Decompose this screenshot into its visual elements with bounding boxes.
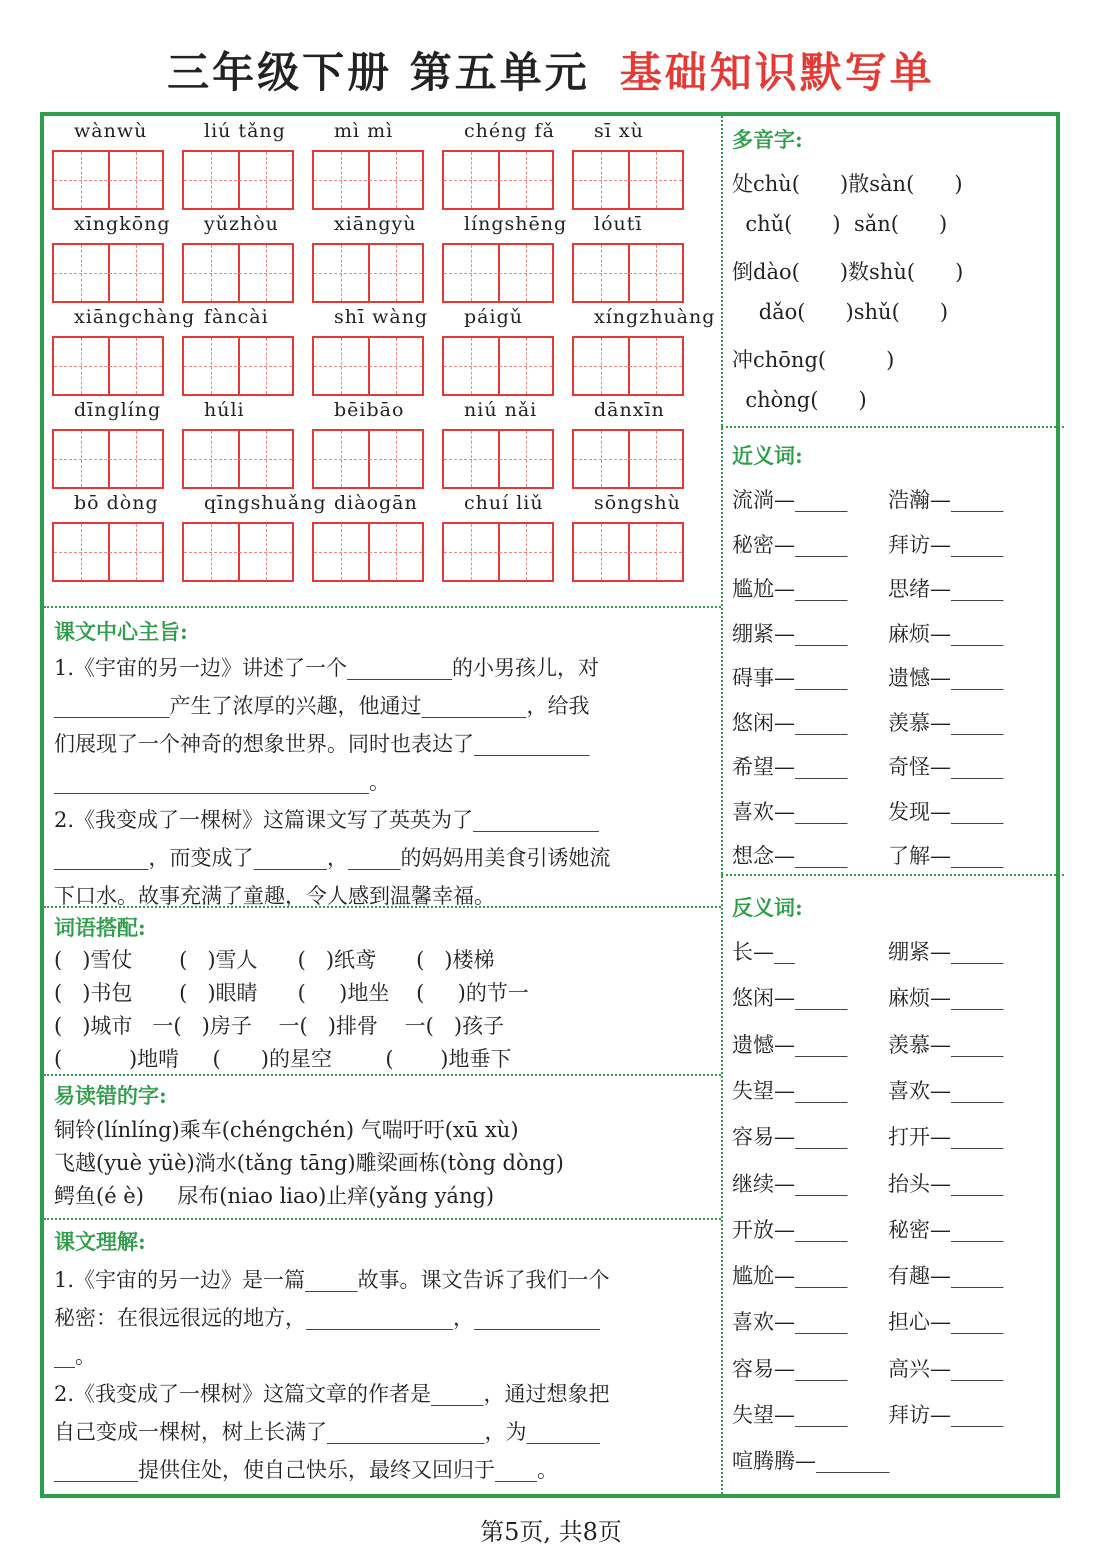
grid-guide-line — [444, 459, 552, 460]
pinyin-label: páigǔ — [464, 306, 523, 328]
word-pair[interactable]: 担心—_____ — [888, 1310, 1004, 1335]
grid-guide-line — [54, 180, 162, 181]
worksheet-frame — [40, 112, 1060, 1498]
grid-guide-line — [184, 366, 292, 367]
word-pair[interactable]: 容易—_____ — [732, 1356, 848, 1381]
word-pair[interactable]: 失望—_____ — [732, 1403, 848, 1427]
worksheet-line[interactable]: 铜铃(línlíng)乘车(chéngchén) 气喘吁吁(xū xù) — [54, 1118, 519, 1142]
word-pair[interactable]: 遗憾—_____ — [732, 1032, 848, 1057]
pinyin-label: wànwù — [74, 120, 148, 142]
word-pair[interactable]: 发现—_____ — [888, 799, 1004, 824]
worksheet-line[interactable]: 自己变成一棵树，树上长满了_______________，为_______ — [54, 1420, 600, 1444]
pinyin-label: liú tǎng — [204, 120, 286, 142]
grid-guide-line — [54, 273, 162, 274]
section-divider — [44, 1218, 721, 1220]
section-title: 近义词: — [732, 443, 803, 468]
worksheet-line[interactable]: 1.《宇宙的另一边》是一篇_____故事。课文告诉了我们一个 — [54, 1268, 610, 1292]
word-pair[interactable]: 绷紧—_____ — [732, 621, 848, 646]
section-title: 易读错的字: — [54, 1083, 167, 1108]
worksheet-line[interactable]: 秘密：在很远很远的地方，______________，____________ — [54, 1306, 600, 1330]
page-title — [0, 40, 1102, 100]
worksheet-line[interactable]: chòng( ) — [732, 388, 867, 412]
worksheet-line[interactable]: ___________产生了浓厚的兴趣，他通过__________，给我 — [54, 694, 590, 718]
section-title: 反义词: — [732, 895, 803, 920]
word-pair[interactable]: 高兴—_____ — [888, 1356, 1004, 1381]
writing-box[interactable] — [182, 150, 294, 210]
word-pair[interactable]: 碍事—_____ — [732, 666, 848, 690]
writing-box[interactable] — [442, 243, 554, 303]
pinyin-label: chéng fǎ — [464, 120, 555, 142]
writing-box[interactable] — [182, 429, 294, 489]
writing-box[interactable] — [52, 522, 164, 582]
grid-guide-line — [54, 552, 162, 553]
pinyin-label: lóutī — [594, 213, 643, 235]
word-pair[interactable]: 继续—_____ — [732, 1171, 848, 1196]
grid-guide-line — [574, 273, 682, 274]
section-divider — [721, 874, 1064, 876]
word-pair[interactable]: 思绪—_____ — [888, 577, 1004, 601]
worksheet-line[interactable]: ________提供住处，使自己快乐，最终又回归于____。 — [54, 1458, 558, 1482]
writing-box[interactable] — [572, 522, 684, 582]
grid-guide-line — [184, 180, 292, 181]
pinyin-label: diàogān — [334, 492, 418, 514]
writing-box[interactable] — [52, 150, 164, 210]
pinyin-label: xīngkōng — [74, 213, 171, 235]
word-pair[interactable]: 麻烦—_____ — [888, 986, 1004, 1011]
worksheet-line[interactable]: _________，而变成了_______，_____的妈妈用美食引诱她流 — [54, 846, 611, 870]
word-pair[interactable]: 喧腾腾—_______ — [732, 1449, 890, 1474]
word-pair[interactable]: 遗憾—_____ — [888, 666, 1004, 690]
grid-guide-line — [444, 273, 552, 274]
pinyin-label: chuí liǔ — [464, 492, 544, 514]
writing-box[interactable] — [442, 429, 554, 489]
worksheet-line[interactable]: dǎo( )shǔ( ) — [732, 300, 949, 324]
word-pair[interactable]: 绷紧—_____ — [888, 940, 1004, 964]
title-main: 三年级下册 第五单元 — [167, 48, 590, 97]
worksheet-line[interactable]: 1.《宇宙的另一边》讲述了一个__________的小男孩儿，对 — [54, 656, 600, 680]
section-title: 多音字: — [732, 127, 803, 152]
column-divider — [721, 116, 723, 1494]
section-title: 课文理解: — [54, 1229, 146, 1254]
worksheet-line[interactable]: __。 — [54, 1344, 96, 1368]
pinyin-label: bēibāo — [334, 399, 405, 421]
pinyin-label: dīnglíng — [74, 399, 162, 421]
grid-guide-line — [444, 366, 552, 367]
pinyin-label: qīngshuǎng — [204, 492, 327, 514]
writing-box[interactable] — [312, 243, 424, 303]
worksheet-line[interactable]: 2.《我变成了一棵树》这篇文章的作者是_____，通过想象把 — [54, 1382, 610, 1406]
section-title: 课文中心主旨: — [54, 619, 188, 644]
worksheet-line[interactable]: 倒dào( )数shù( ) — [732, 260, 964, 284]
pinyin-label: xíngzhuàng — [594, 306, 716, 328]
word-pair[interactable]: 流淌—_____ — [732, 488, 848, 512]
worksheet-line[interactable]: chǔ( ) sǎn( ) — [732, 212, 948, 236]
writing-box[interactable] — [312, 150, 424, 210]
word-pair[interactable]: 拜访—_____ — [888, 1403, 1004, 1427]
grid-guide-line — [54, 459, 162, 460]
worksheet-line[interactable]: ( )书包 ( )眼睛 ( )地坐 ( )的节一 — [54, 981, 529, 1005]
pinyin-label: xiāngchàng — [74, 306, 196, 328]
word-pair[interactable]: 想念—_____ — [732, 844, 848, 868]
pinyin-label: mì mì — [334, 120, 394, 142]
writing-box[interactable] — [182, 336, 294, 396]
grid-guide-line — [184, 459, 292, 460]
worksheet-line[interactable]: ( )雪仗 ( )雪人 ( )纸鸢 ( )楼梯 — [54, 948, 495, 972]
word-pair[interactable]: 拜访—_____ — [888, 532, 1004, 557]
title-highlight: 基础知识默写单 — [619, 48, 935, 97]
grid-guide-line — [574, 459, 682, 460]
grid-guide-line — [574, 180, 682, 181]
word-pair[interactable]: 长—__ — [732, 940, 795, 964]
pinyin-label: sī xù — [594, 120, 644, 142]
writing-box[interactable] — [52, 429, 164, 489]
grid-guide-line — [184, 552, 292, 553]
writing-box[interactable] — [442, 522, 554, 582]
writing-box[interactable] — [182, 243, 294, 303]
writing-box[interactable] — [442, 150, 554, 210]
pinyin-label: yǔzhòu — [204, 213, 279, 235]
pinyin-label: xiāngyù — [334, 213, 417, 235]
writing-box[interactable] — [182, 522, 294, 582]
word-pair[interactable]: 开放—_____ — [732, 1217, 848, 1242]
writing-box[interactable] — [52, 243, 164, 303]
section-title: 词语搭配: — [54, 915, 146, 940]
word-pair[interactable]: 秘密—_____ — [732, 532, 848, 557]
word-pair[interactable]: 浩瀚—_____ — [888, 488, 1004, 512]
word-pair[interactable]: 尴尬—_____ — [732, 1264, 848, 1289]
word-pair[interactable]: 羡慕—_____ — [888, 1032, 1004, 1057]
word-pair[interactable]: 容易—_____ — [732, 1125, 848, 1150]
worksheet-line[interactable]: 2.《我变成了一棵树》这篇课文写了英英为了____________ — [54, 808, 600, 832]
word-pair[interactable]: 失望—_____ — [732, 1078, 848, 1103]
grid-guide-line — [574, 366, 682, 367]
worksheet-line[interactable]: 冲chōng( ) — [732, 348, 895, 372]
word-pair[interactable]: 悠闲—_____ — [732, 710, 848, 735]
pinyin-label: bō dòng — [74, 492, 159, 514]
section-divider — [44, 606, 721, 608]
worksheet-line: 下口水。故事充满了童趣，令人感到温馨幸福。 — [54, 884, 495, 908]
worksheet-line[interactable]: ______________________________。 — [54, 770, 390, 794]
writing-box[interactable] — [312, 336, 424, 396]
pinyin-label: fàncài — [204, 306, 269, 328]
grid-guide-line — [314, 273, 422, 274]
word-pair[interactable]: 喜欢—_____ — [888, 1078, 1004, 1103]
section-divider — [44, 906, 721, 908]
word-pair[interactable]: 打开—_____ — [888, 1125, 1004, 1150]
grid-guide-line — [184, 273, 292, 274]
pinyin-label: sōngshù — [594, 492, 681, 514]
word-pair[interactable]: 尴尬—_____ — [732, 577, 848, 601]
writing-box[interactable] — [572, 150, 684, 210]
grid-guide-line — [54, 366, 162, 367]
section-divider — [44, 1074, 721, 1076]
writing-box[interactable] — [312, 522, 424, 582]
grid-guide-line — [444, 180, 552, 181]
writing-box[interactable] — [442, 336, 554, 396]
word-pair[interactable]: 奇怪—_____ — [888, 755, 1004, 779]
word-pair[interactable]: 秘密—_____ — [888, 1217, 1004, 1242]
pinyin-label: shī wàng — [334, 306, 429, 328]
word-pair[interactable]: 喜欢—_____ — [732, 1310, 848, 1335]
writing-box[interactable] — [52, 336, 164, 396]
writing-box[interactable] — [312, 429, 424, 489]
worksheet-line[interactable]: 处chù( )散sàn( ) — [732, 172, 963, 196]
grid-guide-line — [574, 552, 682, 553]
grid-guide-line — [444, 552, 552, 553]
section-divider — [721, 426, 1064, 428]
worksheet-line[interactable]: 鳄鱼(é è) 尿布(niao liao)止痒(yǎng yáng) — [54, 1184, 495, 1208]
word-pair[interactable]: 希望—_____ — [732, 755, 848, 779]
worksheet-line[interactable]: 飞越(yuè yüè)淌水(tǎng tāng)雕梁画栋(tòng dòng) — [54, 1151, 564, 1175]
writing-box[interactable] — [572, 243, 684, 303]
word-pair[interactable]: 有趣—_____ — [888, 1264, 1004, 1289]
grid-guide-line — [314, 552, 422, 553]
grid-guide-line — [314, 180, 422, 181]
word-pair[interactable]: 羡慕—_____ — [888, 710, 1004, 735]
writing-box[interactable] — [572, 336, 684, 396]
worksheet-line[interactable]: ( )地啃 ( )的星空 ( )地垂下 — [54, 1047, 512, 1071]
word-pair[interactable]: 悠闲—_____ — [732, 986, 848, 1011]
pinyin-label: dānxīn — [594, 399, 665, 421]
writing-box[interactable] — [572, 429, 684, 489]
word-pair[interactable]: 了解—_____ — [888, 844, 1004, 868]
word-pair[interactable]: 喜欢—_____ — [732, 799, 848, 824]
pinyin-label: niú nǎi — [464, 399, 538, 421]
word-pair[interactable]: 抬头—_____ — [888, 1171, 1004, 1196]
pinyin-label: húli — [204, 399, 245, 421]
grid-guide-line — [314, 366, 422, 367]
page-number: 第5页, 共8页 — [480, 1518, 622, 1546]
worksheet-line[interactable]: 们展现了一个神奇的想象世界。同时也表达了___________ — [54, 732, 590, 756]
word-pair[interactable]: 麻烦—_____ — [888, 621, 1004, 646]
pinyin-label: língshēng — [464, 213, 568, 235]
grid-guide-line — [314, 459, 422, 460]
worksheet-line[interactable]: ( )城市 一( )房子 一( )排骨 一( )孩子 — [54, 1014, 505, 1038]
